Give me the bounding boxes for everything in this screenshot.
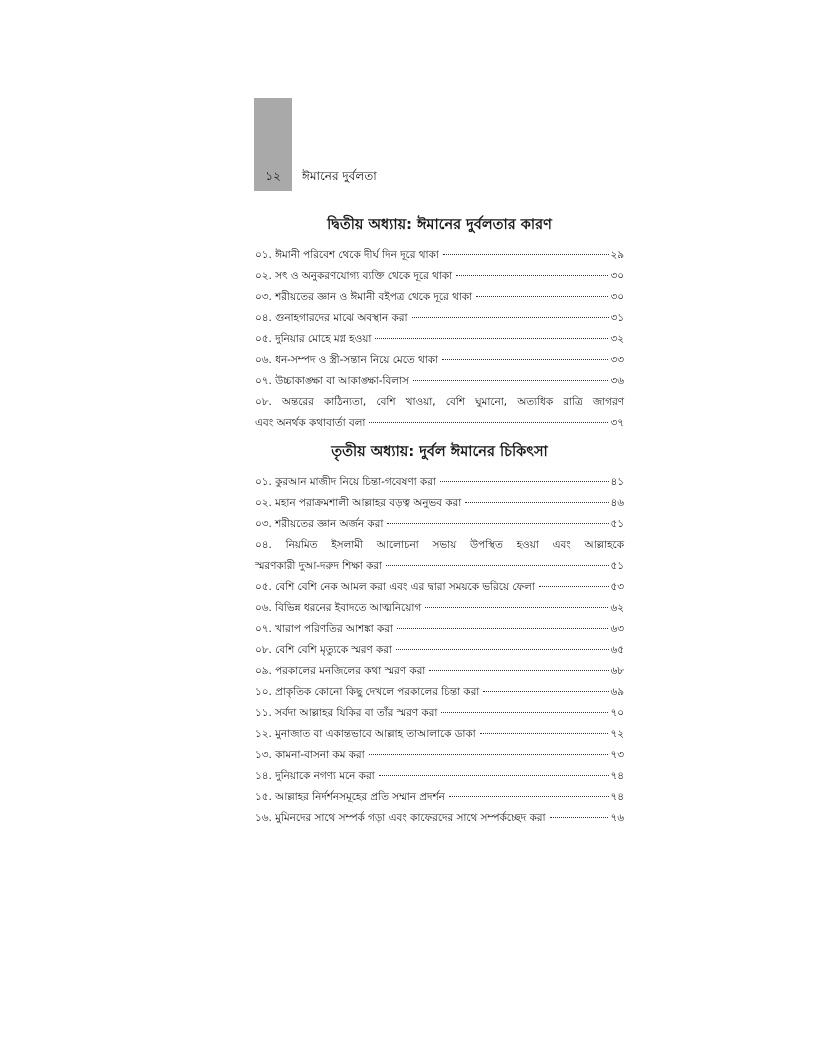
toc-entry[interactable] xyxy=(255,245,624,266)
entry-number: ১০. xyxy=(255,686,272,698)
entry-text: দুনিয়ার মোহে মগ্ন হওয়া xyxy=(275,333,372,345)
toc-entry[interactable] xyxy=(255,682,624,703)
leader-dots xyxy=(396,649,608,650)
leader-dots xyxy=(369,422,608,423)
entry-page: ৬৯ xyxy=(610,686,624,698)
entry-page: ৩১ xyxy=(610,312,624,324)
chapter-entries xyxy=(255,245,624,392)
entry-text: দুনিয়াকে নগণ্য মনে করা xyxy=(275,770,375,782)
leader-dots xyxy=(425,607,608,608)
entry-text: বিভিন্ন ধরনের ইবাদতে আত্মনিয়োগ xyxy=(275,602,422,614)
entry-page: ৩২ xyxy=(610,333,624,345)
table-of-contents xyxy=(255,208,624,829)
entry-page: ২৯ xyxy=(610,249,624,261)
entry-page: ৫১ xyxy=(610,518,624,530)
page-number: ১২ xyxy=(265,169,281,183)
entry-number: ০৭. xyxy=(255,623,272,635)
leader-dots xyxy=(387,523,608,524)
entry-number: ১২. xyxy=(255,728,272,740)
leader-dots xyxy=(449,796,609,797)
toc-entry[interactable] xyxy=(255,766,624,787)
entry-number: ০২. xyxy=(255,497,272,509)
entry-number: ০৬. xyxy=(255,602,272,614)
entry-number: ১১. xyxy=(255,707,272,719)
entry-text: ঈমানী পরিবেশ থেকে দীর্ঘ দিন দূরে থাকা xyxy=(275,249,439,261)
entry-number: ০৩. xyxy=(255,291,272,303)
entry-page: ৩০ xyxy=(610,270,624,282)
toc-entry[interactable] xyxy=(255,266,624,287)
leader-dots xyxy=(456,275,608,276)
leader-dots xyxy=(480,733,609,734)
toc-entry-wrapped[interactable] xyxy=(255,535,624,577)
leader-dots xyxy=(539,586,609,587)
entry-text: উচ্চাকাঙ্ক্ষা বা আকাঙ্ক্ষা-বিলাস xyxy=(275,375,409,387)
entry-page: ৬৮ xyxy=(610,665,624,677)
leader-dots xyxy=(443,254,609,255)
entry-page: ৩৩ xyxy=(610,354,624,366)
toc-entry[interactable] xyxy=(255,745,624,766)
entry-number: ০৮. xyxy=(255,396,272,408)
leader-dots xyxy=(412,317,609,318)
entry-number: ০২. xyxy=(255,270,272,282)
entry-page: ৫১ xyxy=(610,560,624,572)
leader-dots xyxy=(442,359,608,360)
toc-entry[interactable] xyxy=(255,350,624,371)
entry-text: সর্বদা আল্লাহর যিকির বা তাঁর স্মরণ করা xyxy=(275,707,438,719)
entry-number: ০৫. xyxy=(255,581,272,593)
entry-page: ৭৪ xyxy=(610,770,624,782)
entry-number: ০৭. xyxy=(255,375,272,387)
leader-dots xyxy=(379,775,609,776)
leader-dots xyxy=(369,754,609,755)
entry-text: সৎ ও অনুকরণযোগ্য ব্যক্তি থেকে দূরে থাকা xyxy=(275,270,453,282)
entry-text: পরকালের মনজিলের কথা স্মরণ করা xyxy=(275,665,426,677)
toc-entry[interactable] xyxy=(255,724,624,745)
entry-text: খারাপ পরিণতির আশঙ্কা করা xyxy=(275,623,393,635)
entry-number: ১৫. xyxy=(255,791,272,803)
entry-number: ০৯. xyxy=(255,665,272,677)
toc-entry[interactable] xyxy=(255,371,624,392)
toc-entry-line xyxy=(255,392,624,413)
toc-entry-line xyxy=(255,413,624,434)
toc-entry[interactable] xyxy=(255,514,624,535)
entry-page: ৪৬ xyxy=(610,497,624,509)
chapter-title: দ্বিতীয় অধ্যায়: ঈমানের দুর্বলতার কারণ xyxy=(327,217,552,233)
leader-dots xyxy=(550,817,609,818)
toc-entry-line xyxy=(255,535,624,556)
entry-number: ০৪. xyxy=(255,539,272,551)
entry-page: ৩৬ xyxy=(610,375,624,387)
entry-text: কুরআন মাজীদ নিয়ে চিন্তা-গবেষণা করা xyxy=(275,476,436,488)
leader-dots xyxy=(413,380,609,381)
entry-number: ০১. xyxy=(255,476,272,488)
leader-dots xyxy=(440,481,609,482)
entry-page: ৭০ xyxy=(610,707,624,719)
toc-entry-line xyxy=(255,556,624,577)
chapter-entries xyxy=(255,577,624,829)
entry-number: ০৬. xyxy=(255,354,272,366)
entry-text: মুমিনদের সাথে সম্পর্ক গড়া এবং কাফেরদের সাথে সম্পর্কচ্ছেদ করা xyxy=(275,812,546,824)
entry-page: ৭৬ xyxy=(610,812,624,824)
entry-page: ৬৫ xyxy=(610,644,624,656)
leader-dots xyxy=(441,712,608,713)
entry-number: ০১. xyxy=(255,249,272,261)
entry-text: স্মরণকারী দুআ-দরুদ শিক্ষা করা xyxy=(255,560,383,572)
entry-page: ৫৩ xyxy=(610,581,624,593)
entry-page: ৭৪ xyxy=(610,791,624,803)
entry-number: ০৫. xyxy=(255,333,272,345)
entry-text: বেশি বেশি মৃত্যুকে স্মরণ করা xyxy=(275,644,393,656)
toc-entry[interactable] xyxy=(255,640,624,661)
entry-page: ৬৩ xyxy=(610,623,624,635)
leader-dots xyxy=(397,628,609,629)
toc-entry[interactable] xyxy=(255,329,624,350)
entry-number: ০৪. xyxy=(255,312,272,324)
entry-number: ১৪. xyxy=(255,770,272,782)
entry-page: ৬২ xyxy=(610,602,624,614)
entry-text: নিয়মিত ইসলামী আলোচনা সভায় উপস্থিত হওয়া এবং আল্লাহকে xyxy=(285,539,624,551)
toc-entry-wrapped[interactable] xyxy=(255,392,624,434)
leader-dots xyxy=(483,691,608,692)
leader-dots xyxy=(386,565,608,566)
entry-text: কামনা-বাসনা কম করা xyxy=(275,749,365,761)
toc-entry[interactable] xyxy=(255,808,624,829)
entry-number: ১৬. xyxy=(255,812,272,824)
entry-number: ০৮. xyxy=(255,644,272,656)
entry-text: আল্লাহর নির্দর্শনসমূহের প্রতি সম্মান প্রদর্শন xyxy=(275,791,445,803)
entry-text: মুনাজাত বা একান্তভাবে আল্লাহ তাআলাকে ডাকা xyxy=(275,728,476,740)
entry-page: ৩০ xyxy=(610,291,624,303)
toc-entry[interactable] xyxy=(255,703,624,724)
entry-text: প্রাকৃতিক কোনো কিছু দেখলে পরকালের চিন্তা করা xyxy=(275,686,480,698)
toc-entry[interactable] xyxy=(255,287,624,308)
toc-entry[interactable] xyxy=(255,577,624,598)
entry-number: ১৩. xyxy=(255,749,272,761)
entry-page: ৭২ xyxy=(610,728,624,740)
entry-page: ৩৭ xyxy=(610,417,624,429)
entry-text: বেশি বেশি নেক আমল করা এবং এর দ্বারা সময়কে ভরিয়ে ফেলা xyxy=(275,581,535,593)
leader-dots xyxy=(465,502,608,503)
entry-number: ০৩. xyxy=(255,518,272,530)
entry-text: শরীয়তের জ্ঞান অর্জন করা xyxy=(275,518,384,530)
entry-page: ৪১ xyxy=(610,476,624,488)
toc-entry[interactable] xyxy=(255,308,624,329)
entry-page: ৭৩ xyxy=(610,749,624,761)
toc-entry[interactable] xyxy=(255,472,624,493)
toc-entry[interactable] xyxy=(255,661,624,682)
entry-text: গুনাহগারদের মাঝে অবস্থান করা xyxy=(275,312,408,324)
entry-text: অন্তরের কাঠিন্যতা, বেশি খাওয়া, বেশি ঘুমানো, অত্যধিক রাত্রি জাগরণ xyxy=(282,396,624,408)
toc-entry[interactable] xyxy=(255,598,624,619)
entry-text: মহান পরাক্রমশালী আল্লাহর বড়ত্ব অনুভব করা xyxy=(275,497,462,509)
entry-text: এবং অনর্থক কথাবার্তা বলা xyxy=(255,417,366,429)
leader-dots xyxy=(476,296,608,297)
entry-text: শরীয়তের জ্ঞান ও ঈমানী বইপত্র থেকে দূরে থাকা xyxy=(275,291,473,303)
toc-entry[interactable] xyxy=(255,787,624,808)
toc-entry[interactable] xyxy=(255,493,624,514)
chapter-title: তৃতীয় অধ্যায়: দুর্বল ঈমানের চিকিৎসা xyxy=(331,444,548,460)
running-head: ঈমানের দুর্বলতা xyxy=(302,169,377,183)
chapter-entries xyxy=(255,472,624,535)
toc-entry[interactable] xyxy=(255,619,624,640)
leader-dots xyxy=(429,670,608,671)
entry-text: ধন-সম্পদ ও স্ত্রী-সন্তান নিয়ে মেতে থাকা xyxy=(275,354,439,366)
leader-dots xyxy=(375,338,608,339)
